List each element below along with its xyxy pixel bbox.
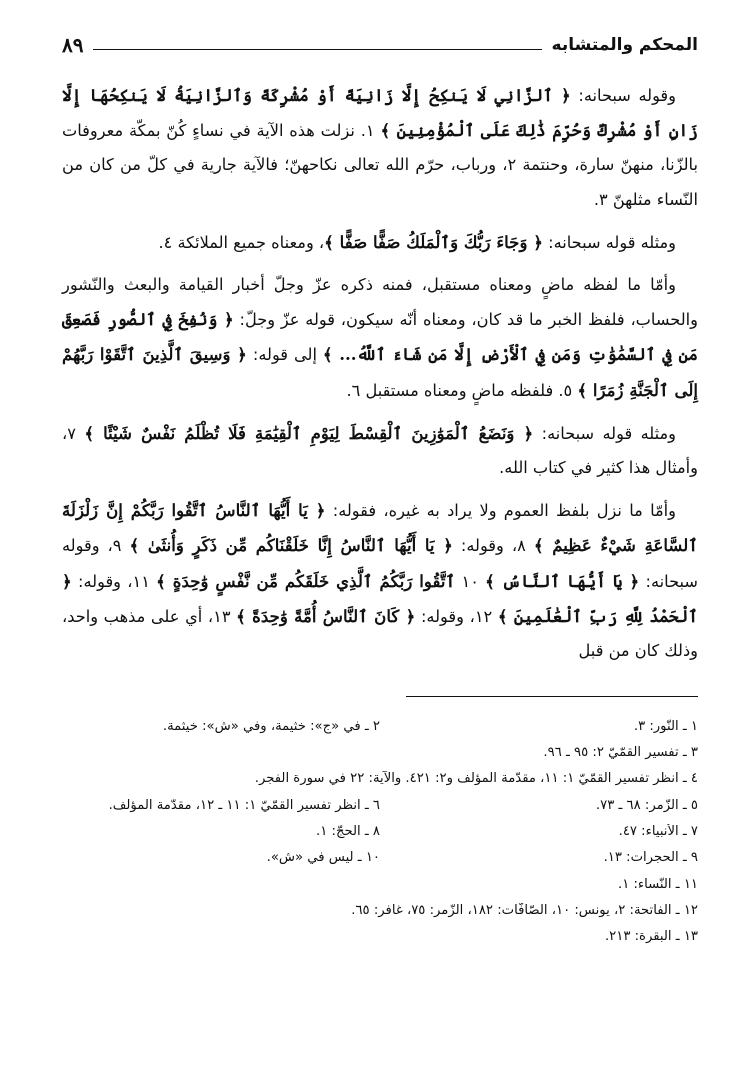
- quran-verse: ﴿ يَا أَيُّهَا ٱلنَّاسُ ﴾: [485, 570, 640, 591]
- text-run: وأمّا ما نزل بلفظ العموم ولا يراد به غيره، فقوله:: [325, 501, 676, 521]
- footnote-row: [62, 713, 698, 739]
- paragraph: [62, 493, 698, 668]
- text-run: ٩، وقوله سبحانه:: [62, 536, 698, 591]
- footnote: ٦ ـ انظر تفسير القمّيّ ١: ١١ ـ ١٢، مقدّمة المؤلّف.: [108, 797, 380, 813]
- footnote: ١٠ ـ ليس في «ش».: [266, 850, 380, 866]
- footnote-row: [62, 792, 698, 818]
- quran-verse: ﴿ يَا أَيُّهَا ٱلنَّاسُ إِنَّا خَلَقْنَاكُم مِّن ذَكَرٍ وَأُنثَىٰ ﴾: [129, 535, 453, 556]
- text-run: ، ومعناه جميع الملائكة ٤.: [158, 232, 325, 252]
- paragraph: [62, 78, 698, 217]
- footnote: ١١ ـ النّساء: ١.: [618, 876, 698, 892]
- footnote-row: [62, 818, 698, 844]
- quran-verse: ٱتَّقُوا رَبَّكُمُ ٱلَّذِي خَلَقَكُم مِّن نَّفْسٍ وَٰحِدَةٍ ﴾: [156, 570, 456, 591]
- footnote-row: [62, 740, 698, 766]
- paragraph: [62, 268, 698, 408]
- footnote: ٧ ـ الأنبياء: ٤٧.: [618, 824, 698, 840]
- footnote: ٥ ـ الزّمر: ٦٨ ـ ٧٣.: [595, 797, 698, 813]
- quran-verse: ﴿ وَسِيقَ ٱلَّذِينَ ٱتَّقَوْا رَبَّهُمْ إِلَى ٱلْجَنَّةِ زُمَرًا ﴾: [62, 344, 698, 400]
- quran-verse: ﴿ ٱلْحَمْدُ لِلَّهِ رَبِّ ٱلْعَٰلَمِينَ ﴾: [62, 570, 698, 626]
- text-run: ١٣، أي على مذهب واحد، وذلك كان من قبل: [62, 606, 698, 661]
- text-run: ١٠: [455, 571, 486, 591]
- footnote: ٢ ـ في «ج»: خثيمة، وفي «ش»: خيثمة.: [162, 718, 380, 734]
- header-rule: [93, 49, 541, 50]
- quran-verse: ﴿ وَنَضَعُ ٱلْمَوَٰزِينَ ٱلْقِسْطَ لِيَوْمِ ٱلْقِيَٰمَةِ فَلَا تُظْلَمُ نَفْسٌ شَيْئًا ﴾: [84, 422, 534, 443]
- footnote: ٩ ـ الحجرات: ١٣.: [603, 850, 698, 866]
- quran-verse: ﴿ ٱلزَّانِي لَا يَنكِحُ إِلَّا زَانِيَةً أَوْ مُشْرِكَةً وَٱلزَّانِيَةُ لَا يَنكِحُهَا إِلَّا زَانٍ أَوْ مُشْرِكٌ وَحُرِّمَ ذَٰلِكَ عَلَى ٱلْمُؤْمِنِينَ ﴾: [62, 85, 698, 141]
- footnote: ١٣ ـ البقرة: ٢١٣.: [604, 929, 698, 945]
- quran-verse: ﴿ وَجَاءَ رَبُّكَ وَٱلْمَلَكُ صَفًّا صَفًّا ﴾: [324, 231, 543, 252]
- book-page: [62, 30, 698, 950]
- quran-verse: ﴿ كَانَ ٱلنَّاسُ أُمَّةً وَٰحِدَةً ﴾: [236, 605, 416, 626]
- paragraph: [62, 416, 698, 485]
- footnote: ٨ ـ الحجّ: ١.: [316, 824, 380, 840]
- text-run: ومثله قوله سبحانه:: [542, 232, 676, 252]
- text-run: ١. نزلت هذه الآية في نساءٍ كُنّ بمكّة معروفات بالزّنا، منهنّ سارة، وحنتمة ٢، ورباب، حرّم الله تعالى نكاحهنّ؛ فالآية جارية في كلّ من كان من النّساء مثلهنّ ٣.: [62, 121, 698, 209]
- footnote: ٤ ـ انظر تفسير القمّيّ ١: ١١، مقدّمة المؤلّف و٢: ٤٢١. والآية: ٢٢ في سورة الفجر.: [254, 771, 698, 787]
- footnote: ٣ ـ تفسير القمّيّ ٢: ٩٥ ـ ٩٦.: [543, 745, 698, 761]
- footnote-row: [62, 845, 698, 871]
- footnote-row: [62, 766, 698, 792]
- footnote-row: [62, 924, 698, 950]
- footnote: ١ ـ النّور: ٣.: [633, 718, 698, 734]
- text-run: وقوله سبحانه:: [570, 86, 676, 105]
- running-header: [62, 30, 698, 60]
- text-run: ومثله قوله سبحانه:: [533, 423, 677, 443]
- footnotes: [62, 713, 698, 950]
- text-run: وأمّا ما لفظه ماضٍ ومعناه مستقبل، فمنه ذكره عزّ وجلّ أخبار القيامة والبعث والنّشور والحساب، فلفظ الخبر ما قد كان، ومعناه أنّه سيكون، قوله عزّ وجلّ:: [62, 275, 698, 330]
- text-run: ١٢، وقوله:: [415, 606, 498, 626]
- main-text: [62, 78, 698, 668]
- text-run: ٧، وأمثال هذا كثير في كتاب الله.: [62, 423, 698, 478]
- text-run: ١١، وقوله:: [71, 571, 157, 591]
- footnote: ١٢ ـ الفاتحة: ٢، يونس: ١٠، الصّافّات: ١٨٢، الزّمر: ٧٥، غافر: ٦٥.: [351, 902, 698, 918]
- paragraph: [62, 225, 698, 260]
- footnote-separator: [406, 696, 698, 697]
- text-run: ٥. فلفظه ماضٍ ومعناه مستقبل ٦.: [346, 380, 578, 400]
- footnote-row: [62, 871, 698, 897]
- quran-verse: ﴿ يَا أَيُّهَا ٱلنَّاسُ ٱتَّقُوا رَبَّكُمْ إِنَّ زَلْزَلَةَ ٱلسَّاعَةِ شَيْءٌ عَظِيمٌ ﴾: [62, 500, 699, 556]
- text-run: ٨، وقوله:: [452, 536, 534, 556]
- page-number: ٨٩: [62, 33, 84, 57]
- running-title: المحكم والمتشابه: [551, 35, 698, 55]
- text-run: إلى قوله:: [246, 345, 323, 365]
- quran-verse: ﴿ وَنُفِخَ فِي ٱلصُّورِ فَصَعِقَ مَن فِي ٱلسَّمَٰوَٰتِ وَمَن فِي ٱلْأَرْضِ إِلَّا مَن شَاءَ ٱللَّهُ... ﴾: [62, 309, 699, 365]
- footnote-row: [62, 897, 698, 923]
